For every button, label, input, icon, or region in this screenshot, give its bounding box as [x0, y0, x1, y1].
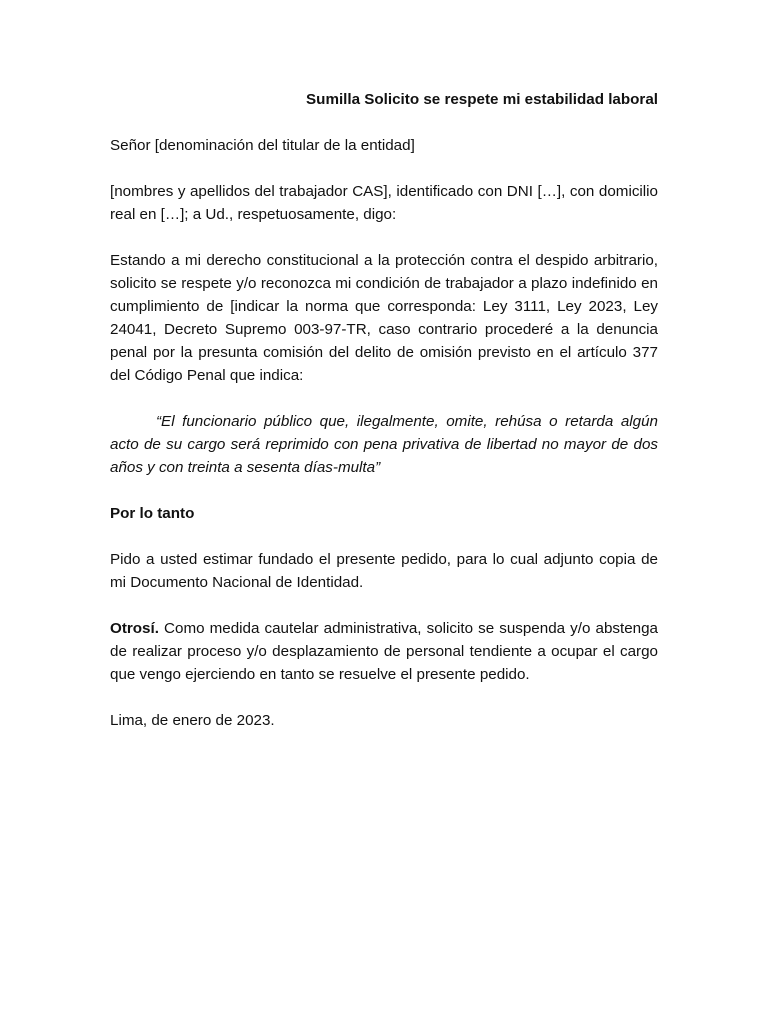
sumilla-heading: Sumilla Solicito se respete mi estabilidad laboral: [306, 91, 658, 108]
closing-line: Lima, de enero de 2023.: [110, 712, 275, 729]
document-page: [110, 88, 658, 732]
addressee-line: Señor [denominación del titular de la entidad]: [110, 137, 415, 154]
body-paragraph: Estando a mi derecho constitucional a la protección contra el despido arbitrario, solicito se respete y/o reconozca mi condición de trabajador a plazo indefinido en cumplimiento de [indicar la norma que corresponda: Ley 3111, Ley 2023, Ley 24041, Decreto Supremo 003-97-TR, caso contrario procederé a la denuncia penal por la presunta comisión del delito de omisión previsto en el artículo 377 del Código Penal que indica:: [110, 252, 658, 384]
otrosi-paragraph: [110, 617, 658, 686]
otrosi-text: Como medida cautelar administrativa, solicito se suspenda y/o abstenga de realizar proceso y/o desplazamiento de personal tendiente a ocupar el cargo que vengo ejerciendo en tanto se resuelve el presente pedido.: [110, 620, 658, 683]
por-lo-tanto-heading: Por lo tanto: [110, 505, 195, 522]
legal-quote: “El funcionario público que, ilegalmente, omite, rehúsa o retarda algún acto de su cargo será reprimido con pena privativa de libertad no mayor de dos años y con treinta a sesenta días-multa”: [110, 413, 658, 476]
intro-paragraph: [nombres y apellidos del trabajador CAS], identificado con DNI […], con domicilio real en […]; a Ud., respetuosamente, digo:: [110, 183, 658, 223]
petition-paragraph: Pido a usted estimar fundado el presente pedido, para lo cual adjunto copia de mi Documento Nacional de Identidad.: [110, 551, 658, 591]
otrosi-label: Otrosí.: [110, 620, 159, 637]
